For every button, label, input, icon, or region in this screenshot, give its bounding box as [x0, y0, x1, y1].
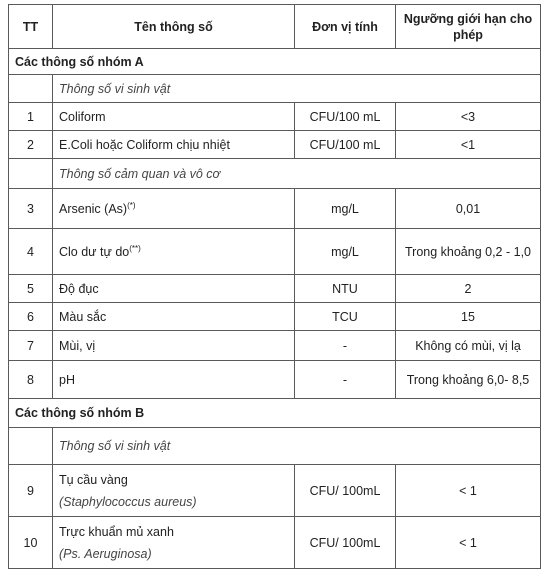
row-name-text: Trực khuẩn mủ xanh — [59, 524, 174, 539]
row-tt: 4 — [9, 229, 53, 275]
row-name-text: Clo dư tự do — [59, 244, 130, 259]
row-tt: 8 — [9, 361, 53, 399]
row-name-latin: (Staphylococcus aureus) — [59, 494, 197, 509]
table-row — [9, 331, 541, 361]
group-a-subtitle-sensory: Thông số cảm quan và vô cơ — [53, 159, 541, 189]
row-name: E.Coli hoặc Coliform chịu nhiệt — [53, 131, 295, 159]
group-row — [9, 49, 541, 75]
row-limit: 15 — [396, 303, 541, 331]
row-limit: < 1 — [396, 517, 541, 569]
row-name: pH — [53, 361, 295, 399]
row-name: Mùi, vị — [53, 331, 295, 361]
row-name — [53, 189, 295, 229]
table-row — [9, 275, 541, 303]
row-unit: mg/L — [295, 229, 396, 275]
header-tt: TT — [9, 5, 53, 49]
footnote-mark: (*) — [127, 200, 136, 210]
header-unit: Đơn vị tính — [295, 5, 396, 49]
group-a-subtitle-micro: Thông số vi sinh vật — [53, 75, 541, 103]
footnote-mark: (**) — [129, 243, 141, 253]
row-limit: 2 — [396, 275, 541, 303]
table-row — [9, 303, 541, 331]
group-b-subtitle-micro: Thông số vi sinh vật — [53, 428, 541, 465]
header-limit: Ngưỡng giới hạn cho phép — [396, 5, 541, 49]
row-name — [53, 465, 295, 517]
row-limit: <3 — [396, 103, 541, 131]
row-unit: CFU/100 mL — [295, 131, 396, 159]
row-name-text: Arsenic (As) — [59, 201, 128, 216]
row-unit: - — [295, 361, 396, 399]
group-row — [9, 399, 541, 428]
water-quality-table — [8, 4, 541, 569]
subgroup-row — [9, 159, 541, 189]
group-b-title: Các thông số nhóm B — [9, 399, 541, 428]
table-row — [9, 189, 541, 229]
table-row — [9, 131, 541, 159]
row-name: Màu sắc — [53, 303, 295, 331]
row-name — [53, 517, 295, 569]
row-limit: Trong khoảng 0,2 - 1,0 — [396, 229, 541, 275]
row-tt: 5 — [9, 275, 53, 303]
row-unit: TCU — [295, 303, 396, 331]
row-limit: Trong khoảng 6,0- 8,5 — [396, 361, 541, 399]
row-tt: 6 — [9, 303, 53, 331]
header-name: Tên thông số — [53, 5, 295, 49]
row-tt: 10 — [9, 517, 53, 569]
row-unit: CFU/ 100mL — [295, 465, 396, 517]
header-row — [9, 5, 541, 49]
row-tt: 2 — [9, 131, 53, 159]
row-name: Độ đục — [53, 275, 295, 303]
row-limit: Không có mùi, vị lạ — [396, 331, 541, 361]
row-unit: CFU/ 100mL — [295, 517, 396, 569]
table-row — [9, 517, 541, 569]
row-name-latin: (Ps. Aeruginosa) — [59, 546, 152, 561]
row-tt: 3 — [9, 189, 53, 229]
subgroup-row — [9, 75, 541, 103]
row-unit: CFU/100 mL — [295, 103, 396, 131]
row-tt: 7 — [9, 331, 53, 361]
table-row — [9, 103, 541, 131]
row-name: Coliform — [53, 103, 295, 131]
row-limit: < 1 — [396, 465, 541, 517]
subgroup-row — [9, 428, 541, 465]
table-row — [9, 229, 541, 275]
row-limit: <1 — [396, 131, 541, 159]
row-unit: mg/L — [295, 189, 396, 229]
row-name — [53, 229, 295, 275]
table-row — [9, 361, 541, 399]
row-limit: 0,01 — [396, 189, 541, 229]
row-unit: - — [295, 331, 396, 361]
table-row — [9, 465, 541, 517]
group-a-title: Các thông số nhóm A — [9, 49, 541, 75]
row-name-text: Tụ cầu vàng — [59, 472, 128, 487]
row-unit: NTU — [295, 275, 396, 303]
row-tt: 1 — [9, 103, 53, 131]
row-tt: 9 — [9, 465, 53, 517]
